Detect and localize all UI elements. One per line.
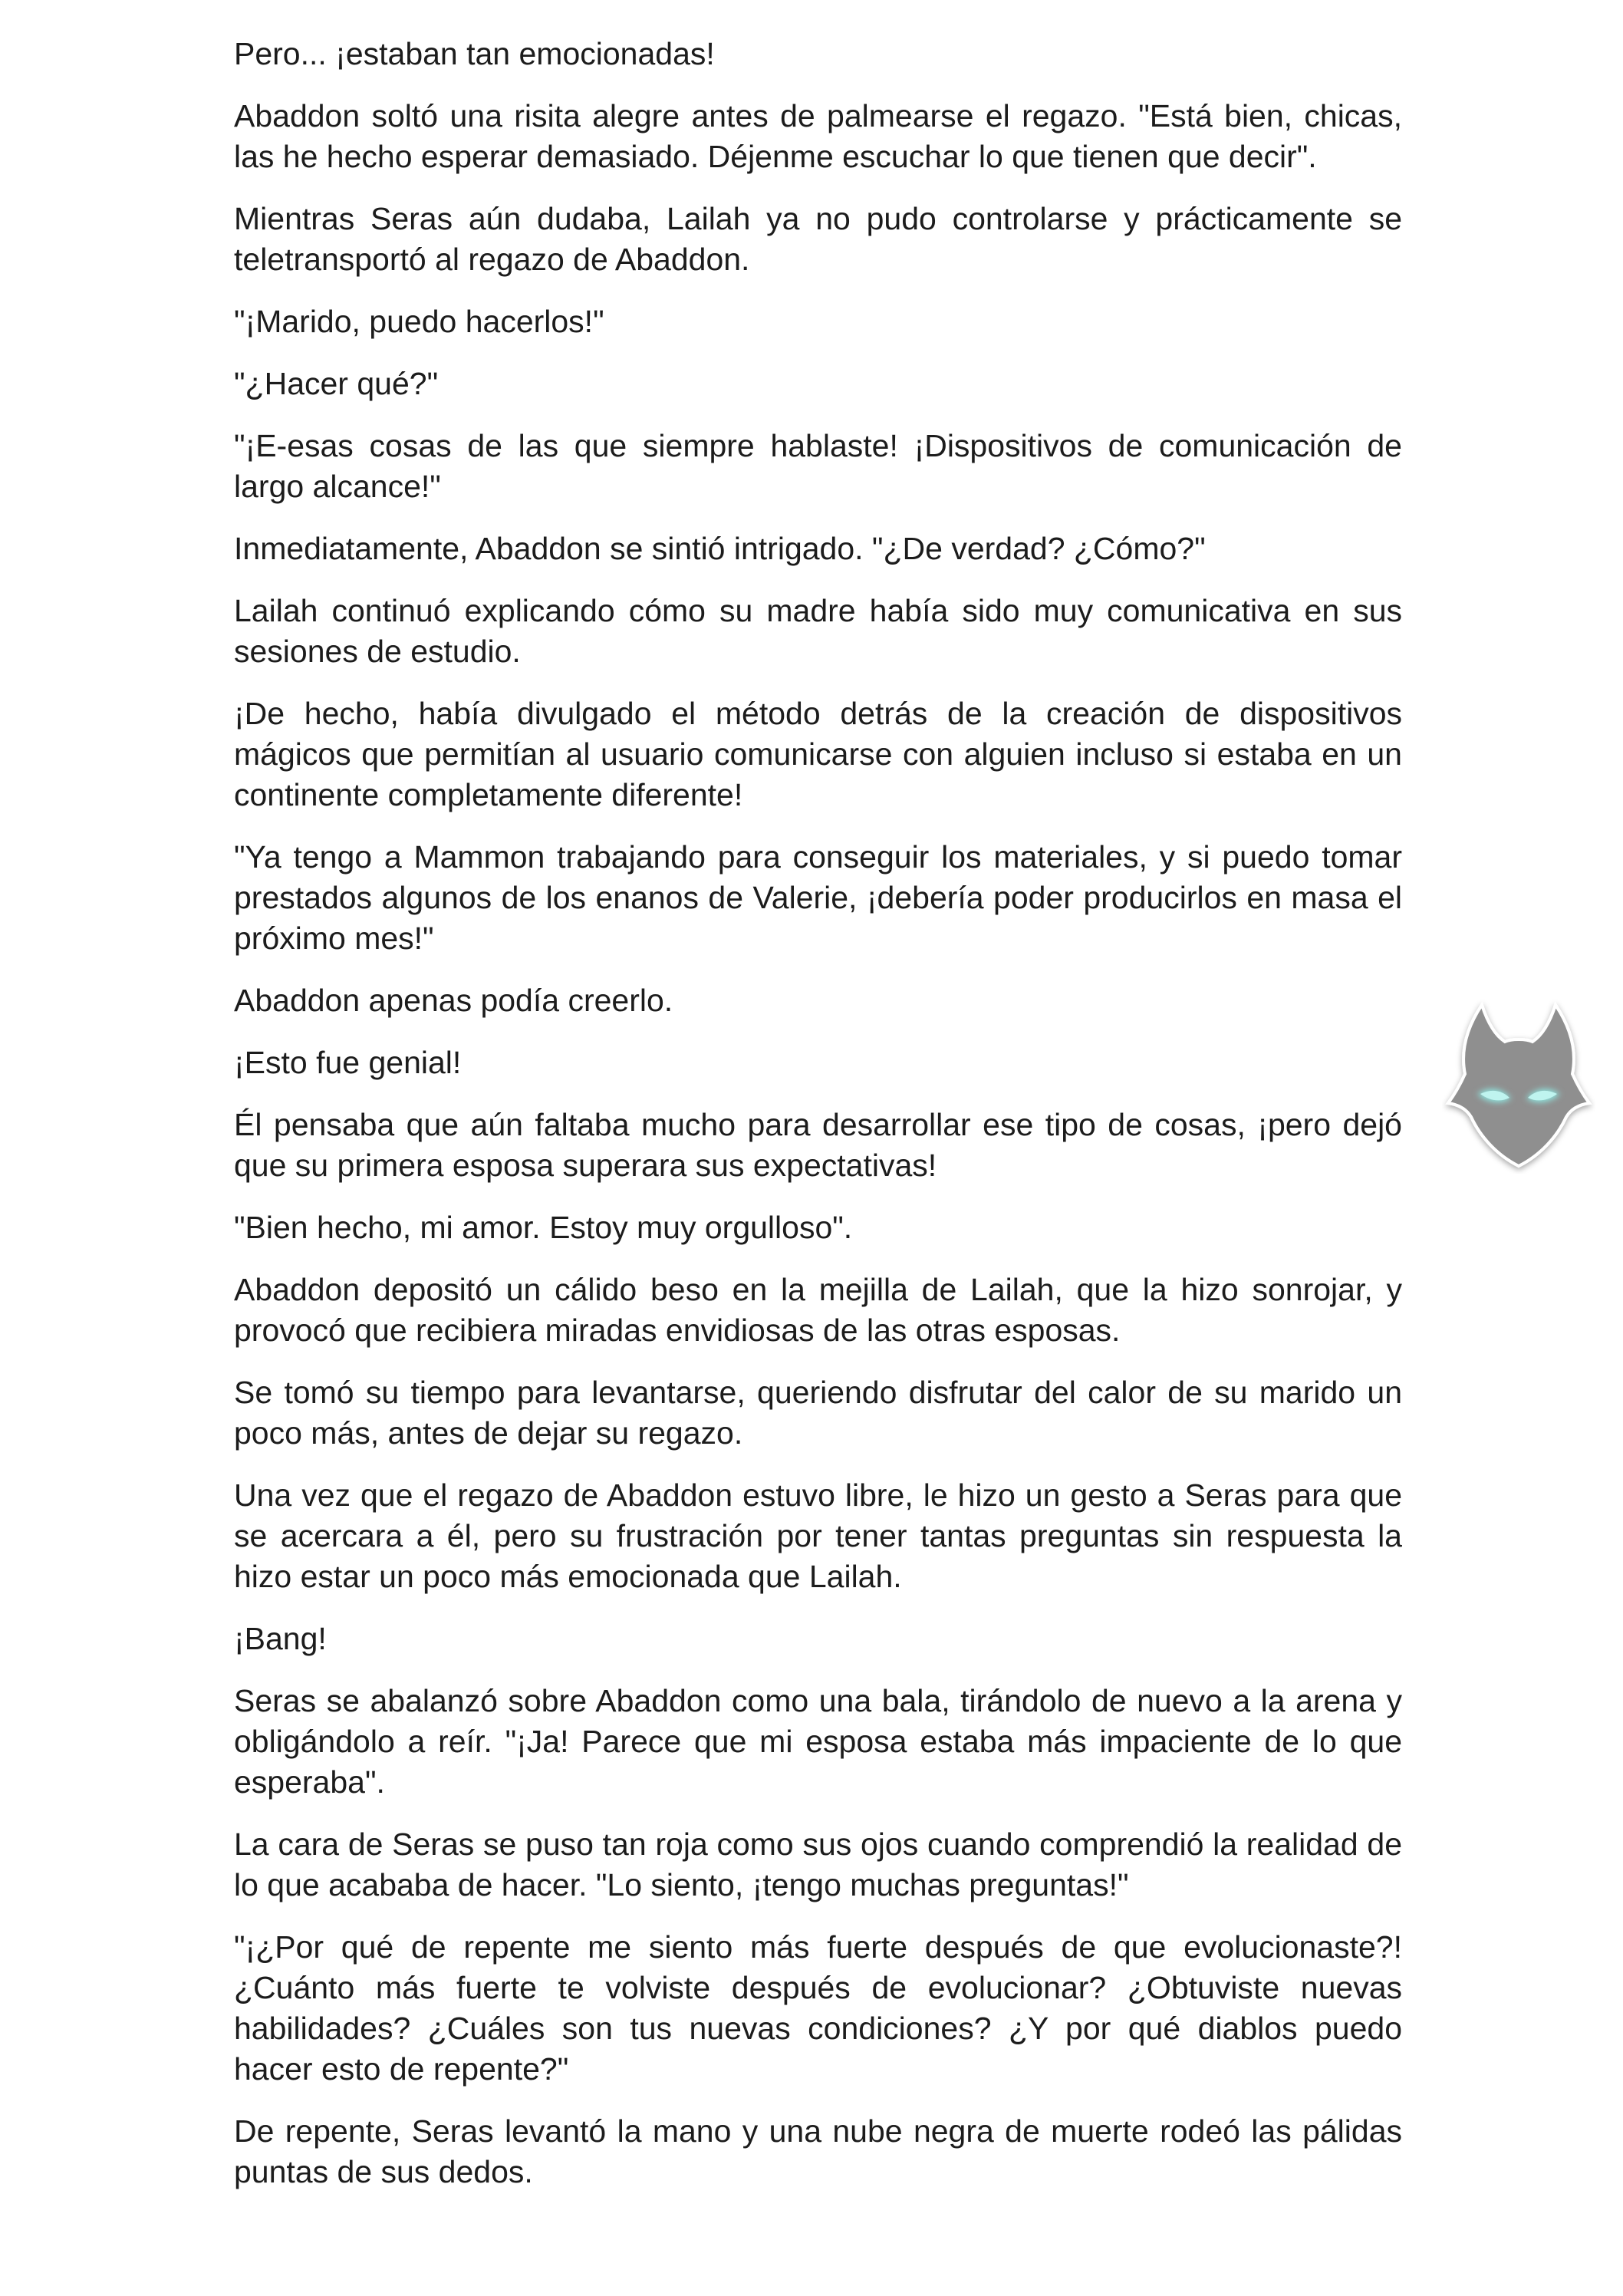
document-body: [234, 34, 1402, 2214]
paragraph: Abaddon soltó una risita alegre antes de palmearse el regazo. "Está bien, chicas, las he hecho esperar demasiado. Déjenme escuchar lo que tienen que decir".: [234, 98, 1402, 174]
paragraph: Él pensaba que aún faltaba mucho para desarrollar ese tipo de cosas, ¡pero dejó que su primera esposa superara sus expectativas!: [234, 1107, 1402, 1183]
paragraph: Una vez que el regazo de Abaddon estuvo libre, le hizo un gesto a Seras para que se acercara a él, pero su frustración por tener tantas preguntas sin respuesta la hizo estar un poco más emocionada que Lailah.: [234, 1477, 1402, 1594]
paragraph: "¡¿Por qué de repente me siento más fuerte después de que evolucionaste?! ¿Cuánto más fuerte te volviste después de evolucionar? ¿Obtuviste nuevas habilidades? ¿Cuáles son tus nuevas condiciones? ¿Y por qué diablos puedo hacer esto de repente?": [234, 1929, 1402, 2087]
paragraph: "¿Hacer qué?": [234, 366, 439, 401]
paragraph: "¡E-esas cosas de las que siempre hablaste! ¡Dispositivos de comunicación de largo alcance!": [234, 428, 1402, 504]
paragraph: Abaddon depositó un cálido beso en la mejilla de Lailah, que la hizo sonrojar, y provocó que recibiera miradas envidiosas de las otras esposas.: [234, 1272, 1402, 1348]
paragraph: ¡De hecho, había divulgado el método detrás de la creación de dispositivos mágicos que permitían al usuario comunicarse con alguien incluso si estaba en un continente completamente diferente!: [234, 696, 1402, 812]
paragraph: De repente, Seras levantó la mano y una nube negra de muerte rodeó las pálidas puntas de sus dedos.: [234, 2113, 1402, 2189]
paragraph: ¡Bang!: [234, 1621, 327, 1656]
paragraph: "Ya tengo a Mammon trabajando para conseguir los materiales, y si puedo tomar prestados algunos de los enanos de Valerie, ¡debería poder producirlos en masa el próximo mes!": [234, 839, 1402, 956]
paragraph: Se tomó su tiempo para levantarse, queriendo disfrutar del calor de su marido un poco más, antes de dejar su regazo.: [234, 1375, 1402, 1451]
paragraph: Abaddon apenas podía creerlo.: [234, 983, 673, 1018]
paragraph: La cara de Seras se puso tan roja como sus ojos cuando comprendió la realidad de lo que acababa de hacer. "Lo siento, ¡tengo muchas preguntas!": [234, 1827, 1402, 1902]
paragraph: Inmediatamente, Abaddon se sintió intrigado. "¿De verdad? ¿Cómo?": [234, 531, 1206, 566]
paragraph: Pero... ¡estaban tan emocionadas!: [234, 36, 715, 71]
demon-head-icon: [1442, 997, 1595, 1174]
paragraph: ¡Esto fue genial!: [234, 1045, 462, 1080]
paragraph: "¡Marido, puedo hacerlos!": [234, 304, 604, 339]
paragraph: Mientras Seras aún dudaba, Lailah ya no pudo controlarse y prácticamente se teletransportó al regazo de Abaddon.: [234, 201, 1402, 277]
paragraph: Lailah continuó explicando cómo su madre había sido muy comunicativa en sus sesiones de estudio.: [234, 593, 1402, 669]
paragraph: Seras se abalanzó sobre Abaddon como una bala, tirándolo de nuevo a la arena y obligándolo a reír. "¡Ja! Parece que mi esposa estaba más impaciente de lo que esperaba".: [234, 1683, 1402, 1800]
paragraph: "Bien hecho, mi amor. Estoy muy orgulloso".: [234, 1210, 853, 1245]
demon-head-shape: [1448, 1005, 1589, 1166]
